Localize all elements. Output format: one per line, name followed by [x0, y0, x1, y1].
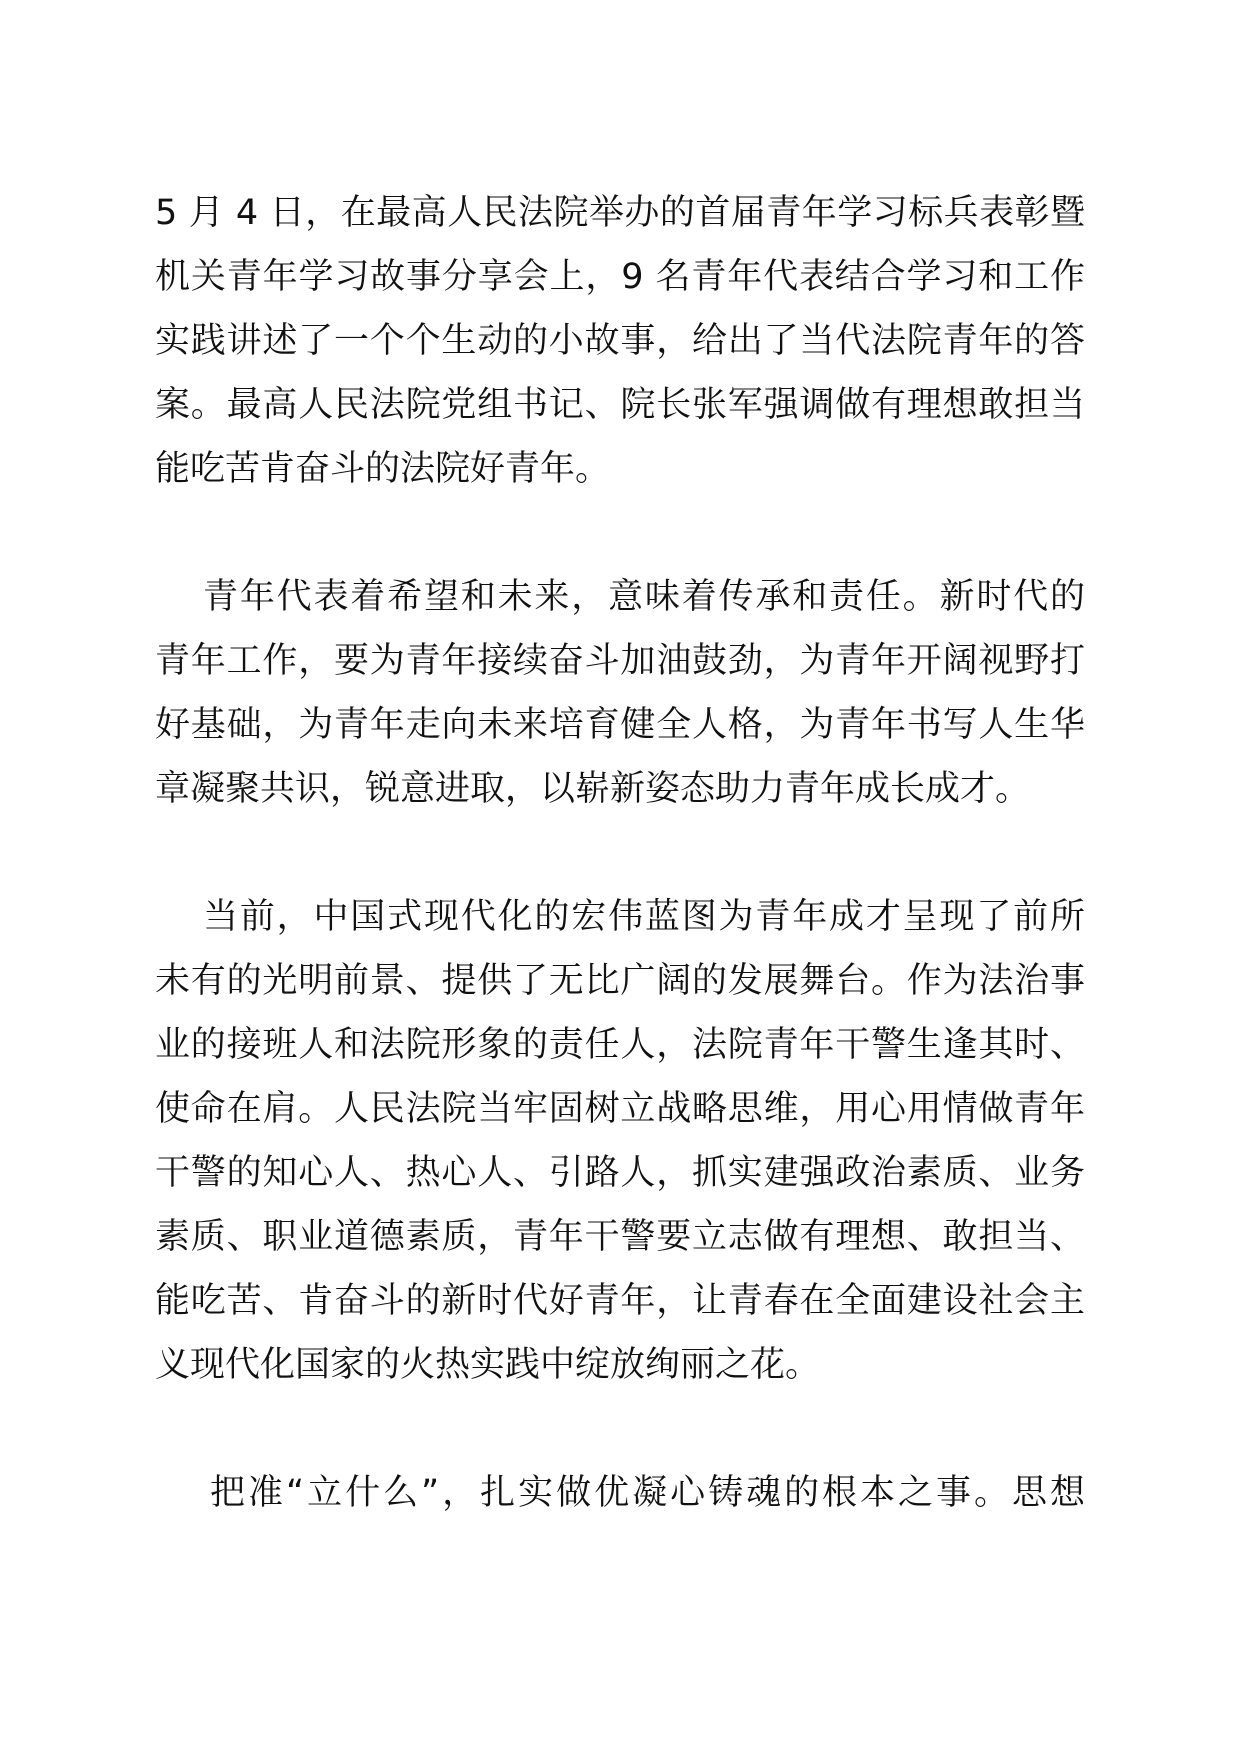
paragraph-1-line-2: 机关青年学习故事分享会上，9 名青年代表结合学习和工作	[155, 257, 1085, 297]
paragraph-2-line-1: 青年代表着希望和未来，意味着传承和责任。新时代的	[203, 577, 1085, 617]
paragraph-2-line-4: 章凝聚共识，锐意进取，以崭新姿态助力青年成长成才。	[155, 769, 1031, 809]
paragraph-3-line-4: 使命在肩。人民法院当牢固树立战略思维，用心用情做青年	[155, 1089, 1085, 1129]
paragraph-1-line-1: 5 月 4 日，在最高人民法院举办的首届青年学习标兵表彰暨	[155, 193, 1085, 233]
paragraph-1-line-5: 能吃苦肯奋斗的法院好青年。	[155, 449, 611, 489]
paragraph-1-line-3: 实践讲述了一个个生动的小故事，给出了当代法院青年的答	[155, 321, 1085, 361]
paragraph-3-line-1: 当前，中国式现代化的宏伟蓝图为青年成才呈现了前所	[203, 897, 1085, 937]
paragraph-2-line-3: 好基础，为青年走向未来培育健全人格，为青年书写人生华	[155, 705, 1085, 745]
paragraph-3-line-7: 能吃苦、肯奋斗的新时代好青年，让青春在全面建设社会主	[155, 1281, 1085, 1321]
paragraph-1-line-4: 案。最高人民法院党组书记、院长张军强调做有理想敢担当	[155, 385, 1085, 425]
paragraph-3-line-6: 素质、职业道德素质，青年干警要立志做有理想、敢担当、	[155, 1217, 1085, 1257]
paragraph-3-line-3: 业的接班人和法院形象的责任人，法院青年干警生逢其时、	[155, 1025, 1085, 1065]
paragraph-3-line-8: 义现代化国家的火热实践中绽放绚丽之花。	[155, 1345, 821, 1385]
paragraph-2-line-2: 青年工作，要为青年接续奋斗加油鼓劲，为青年开阔视野打	[155, 641, 1085, 681]
paragraph-3-line-5: 干警的知心人、热心人、引路人，抓实建强政治素质、业务	[155, 1153, 1085, 1193]
paragraph-4-line-1: 把准“立什么”，扎实做优凝心铸魂的根本之事。思想	[210, 1473, 1085, 1513]
paragraph-3-line-2: 未有的光明前景、提供了无比广阔的发展舞台。作为法治事	[155, 961, 1085, 1001]
